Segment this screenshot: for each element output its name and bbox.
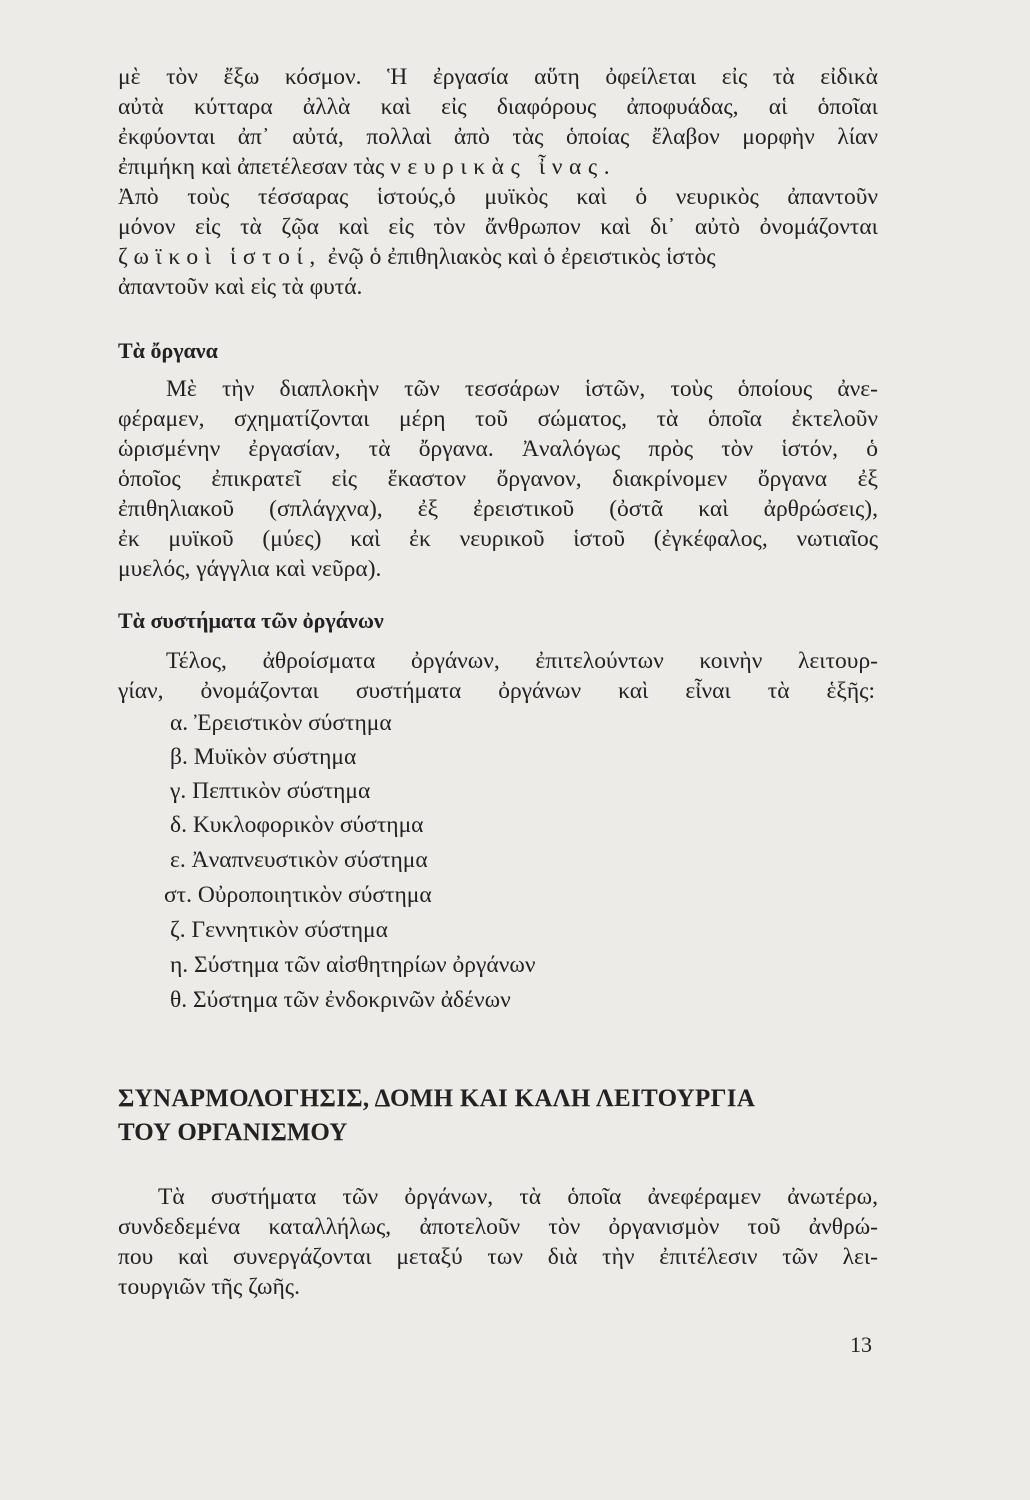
section-heading-systems: Τὰ συστήματα τῶν ὀργάνων [118,608,384,633]
list-item: δ. Κυκλοφορικὸν σύστημα [170,812,424,838]
list-item: γ. Πεπτικὸν σύστημα [170,778,371,804]
text-line [118,242,878,272]
text-line: Μὲ τὴν διαπλοκὴν τῶν τεσσάρων ἱστῶν, τοὺς ὁποίους ἀνε- [166,376,878,402]
text-line: τουργιῶν τῆς ζωῆς. [118,1274,300,1300]
chapter-heading-line-1: ΣΥΝΑΡΜΟΛΟΓΗΣΙΣ, ΔΟΜΗ ΚΑΙ ΚΑΛΗ ΛΕΙΤΟΥΡΓΙΑ [118,1085,756,1112]
text-line: συνδεδεμένα καταλλήλως, ἀποτελοῦν τὸν ὀργανισμὸν τοῦ ἀνθρώ- [118,1214,878,1240]
text-line: Ἀπὸ τοὺς τέσσαρας ἱστούς,ὁ μυϊκὸς καὶ ὁ νευρικὸς ἀπαντοῦν [118,184,878,210]
list-item: η. Σύστημα τῶν αἰσθητηρίων ὀργάνων [170,952,536,978]
text-line: γίαν, ὀνομάζονται συστήματα ὀργάνων καὶ εἶναι τὰ ἑξῆς: [118,678,875,704]
text-line: ἐπιθηλιακοῦ (σπλάγχνα), ἐξ ἐρειστικοῦ (ὀστᾶ καὶ ἀρθρώσεις), [118,496,878,522]
text-line: μόνον εἰς τὰ ζῷα καὶ εἰς τὸν ἄνθρωπον καὶ δι᾽ αὐτὸ ὀνομάζονται [118,214,878,240]
section-heading-organs: Τὰ ὄργανα [118,338,218,363]
list-item: στ. Οὐροποιητικὸν σύστημα [164,882,432,908]
text-line: που καὶ συνεργάζονται μεταξύ των διὰ τὴν ἐπιτέλεσιν τῶν λει- [118,1244,878,1270]
page-number: 13 [850,1332,872,1357]
text-line [118,152,878,182]
text-line: ὁποῖος ἐπικρατεῖ εἰς ἕκαστον ὄργανον, διακρίνομεν ὄργανα ἐξ [118,466,878,492]
list-item: ε. Ἀναπνευστικὸν σύστημα [170,847,428,873]
list-item: α. Ἐρειστικὸν σύστημα [170,710,392,736]
text-line: Τὰ συστήματα τῶν ὀργάνων, τὰ ὁποῖα ἀνεφέραμεν ἀνωτέρω, [158,1184,878,1210]
text-line: ὡρισμένην ἐργασίαν, τὰ ὄργανα. Ἀναλόγως πρὸς τὸν ἱστόν, ὁ [118,436,878,462]
text-fragment: ἐπιμήκη καὶ ἀπετέλεσαν τὰς [118,154,385,180]
text-line: ἀπαντοῦν καὶ εἰς τὰ φυτά. [118,274,363,300]
text-line: φέραμεν, σχηματίζονται μέρη τοῦ σώματος, τὰ ὁποῖα ἐκτελοῦν [118,406,878,432]
list-item: β. Μυϊκὸν σύστημα [170,744,357,770]
spaced-term: νευρικὰς ἶνας. [390,154,617,180]
chapter-heading-line-2: ΤΟΥ ΟΡΓΑΝΙΣΜΟΥ [118,1119,348,1146]
spaced-term: ζωϊκοὶ ἱστοί, [118,244,322,270]
text-line: μὲ τὸν ἔξω κόσμον. Ἡ ἐργασία αὕτη ὀφείλεται εἰς τὰ εἰδικὰ [118,64,878,90]
text-line: Τέλος, ἀθροίσματα ὀργάνων, ἐπιτελούντων κοινὴν λειτουρ- [166,648,878,674]
text-line: ἐκ μυϊκοῦ (μύες) καὶ ἐκ νευρικοῦ ἱστοῦ (ἐγκέφαλος, νωτιαῖος [118,526,878,552]
text-fragment: ἐνῷ ὁ ἐπιθηλιακὸς καὶ ὁ ἐρειστικὸς ἱστὸς [327,244,716,270]
text-line: αὐτὰ κύτταρα ἀλλὰ καὶ εἰς διαφόρους ἀποφυάδας, αἱ ὁποῖαι [118,94,878,120]
list-item: ζ. Γεννητικὸν σύστημα [170,917,388,943]
text-line: ἐκφύονται ἀπ᾽ αὐτά, πολλαὶ ἀπὸ τὰς ὁποίας ἔλαβον μορφὴν λίαν [118,124,878,150]
text-line: μυελός, γάγγλια καὶ νεῦρα). [118,556,382,582]
list-item: θ. Σύστημα τῶν ἐνδοκρινῶν ἀδένων [170,987,511,1013]
